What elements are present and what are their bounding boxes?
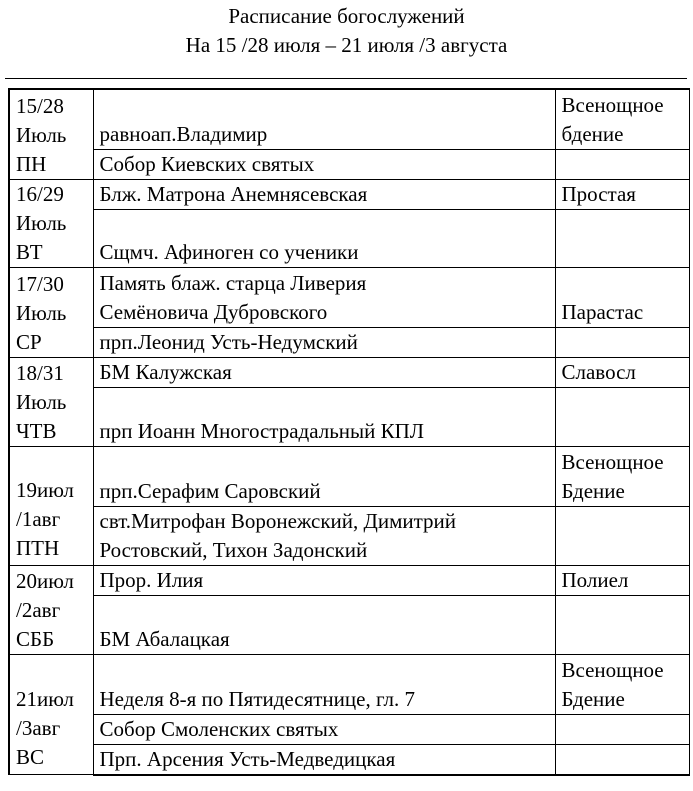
date-line: 20июл <box>16 568 74 593</box>
event-line: Неделя 8-я по Пятидесятнице, гл. 7 <box>99 686 415 711</box>
date-line: 16/29 <box>16 181 64 206</box>
schedule-body <box>9 89 689 775</box>
table-row <box>9 714 689 744</box>
event-line: БМ Калужская <box>99 359 232 384</box>
date-cell <box>9 267 93 357</box>
page-subtitle: На 15 /28 июля – 21 июля /3 августа <box>185 33 508 57</box>
event-line: Сщмч. Афиноген со ученики <box>99 239 359 264</box>
table-row <box>9 595 689 654</box>
event-cell <box>93 209 555 267</box>
event-line: БМ Абалацкая <box>99 626 230 651</box>
service-cell <box>555 506 689 565</box>
table-row <box>9 744 689 775</box>
service-line: Бдение <box>561 478 625 503</box>
table-row <box>9 267 689 327</box>
table-row <box>9 446 689 506</box>
date-line: 18/31 <box>16 360 64 385</box>
date-cell <box>9 654 93 775</box>
service-cell <box>555 595 689 654</box>
date-line: ВТ <box>16 239 43 264</box>
event-cell <box>93 89 555 149</box>
event-cell <box>93 595 555 654</box>
event-cell <box>93 387 555 446</box>
event-cell <box>93 327 555 357</box>
date-line: /1авг <box>16 506 61 531</box>
event-line: Собор Киевских святых <box>99 151 315 176</box>
table-row <box>9 654 689 714</box>
event-cell <box>93 506 555 565</box>
event-line: прп.Серафим Саровский <box>99 478 321 503</box>
table-row <box>9 89 689 149</box>
service-line: Всенощное <box>561 449 664 474</box>
table-row <box>9 179 689 209</box>
date-line: ПТН <box>16 535 60 560</box>
event-line: прп.Леонид Усть-Недумский <box>99 329 358 354</box>
service-cell <box>555 327 689 357</box>
service-cell <box>555 267 689 327</box>
date-line: Июль <box>16 389 67 414</box>
service-cell <box>555 565 689 595</box>
service-cell <box>555 387 689 446</box>
date-line: ВС <box>16 745 45 769</box>
event-line: равноап.Владимир <box>99 121 268 146</box>
service-cell <box>555 714 689 744</box>
event-line: свт.Митрофан Воронежский, Димитрий <box>99 508 457 533</box>
event-line: Блж. Матрона Анемнясевская <box>99 181 368 206</box>
table-row <box>9 357 689 387</box>
service-line: Полиел <box>561 567 629 592</box>
date-line: СББ <box>16 626 55 651</box>
service-line: Всенощное <box>561 657 664 682</box>
service-cell <box>555 209 689 267</box>
date-cell <box>9 89 93 179</box>
date-line: 19июл <box>16 477 74 502</box>
date-cell <box>9 179 93 267</box>
service-line: Всенощное <box>561 92 664 117</box>
date-cell <box>9 565 93 654</box>
schedule-table <box>8 88 690 776</box>
date-line: Июль <box>16 122 67 147</box>
table-row <box>9 387 689 446</box>
service-cell <box>555 744 689 775</box>
event-line: прп Иоанн Многострадальный КПЛ <box>99 418 425 443</box>
date-line: ПН <box>16 151 47 176</box>
event-line: Собор Смоленских святых <box>99 716 339 741</box>
date-line: /3авг <box>16 716 61 740</box>
service-cell <box>555 89 689 149</box>
date-line: 17/30 <box>16 271 64 296</box>
service-cell <box>555 179 689 209</box>
date-line: ЧТВ <box>16 418 57 443</box>
event-line: Ростовский, Тихон Задонский <box>99 537 368 562</box>
service-line: Простая <box>561 181 636 206</box>
event-line: Прп. Арсения Усть-Медведицкая <box>99 746 396 771</box>
service-cell <box>555 446 689 506</box>
table-row <box>9 209 689 267</box>
event-line: Семёновича Дубровского <box>99 299 328 324</box>
date-line: /2авг <box>16 597 61 622</box>
event-cell <box>93 179 555 209</box>
event-cell <box>93 357 555 387</box>
date-line: Июль <box>16 210 67 235</box>
date-cell <box>9 446 93 565</box>
event-line: Прор. Илия <box>99 567 204 592</box>
event-cell <box>93 565 555 595</box>
table-row <box>9 506 689 565</box>
event-cell <box>93 267 555 327</box>
table-row <box>9 149 689 179</box>
date-cell <box>9 357 93 446</box>
table-row <box>9 565 689 595</box>
event-cell <box>93 654 555 714</box>
header-divider <box>5 78 687 79</box>
event-cell <box>93 149 555 179</box>
date-line: 21июл <box>16 687 74 711</box>
service-line: Бдение <box>561 686 625 711</box>
page-title: Расписание богослужений <box>228 4 465 28</box>
service-line: Парастас <box>561 299 644 324</box>
table-row <box>9 327 689 357</box>
event-line: Память блаж. старца Ливерия <box>99 270 367 295</box>
event-cell <box>93 744 555 775</box>
event-cell <box>93 446 555 506</box>
service-cell <box>555 357 689 387</box>
service-line: Славосл <box>561 359 636 384</box>
service-cell <box>555 149 689 179</box>
service-cell <box>555 654 689 714</box>
service-line: бдение <box>561 121 624 146</box>
date-line: Июль <box>16 300 67 325</box>
event-cell <box>93 714 555 744</box>
date-line: 15/28 <box>16 93 64 118</box>
date-line: СР <box>16 329 42 354</box>
